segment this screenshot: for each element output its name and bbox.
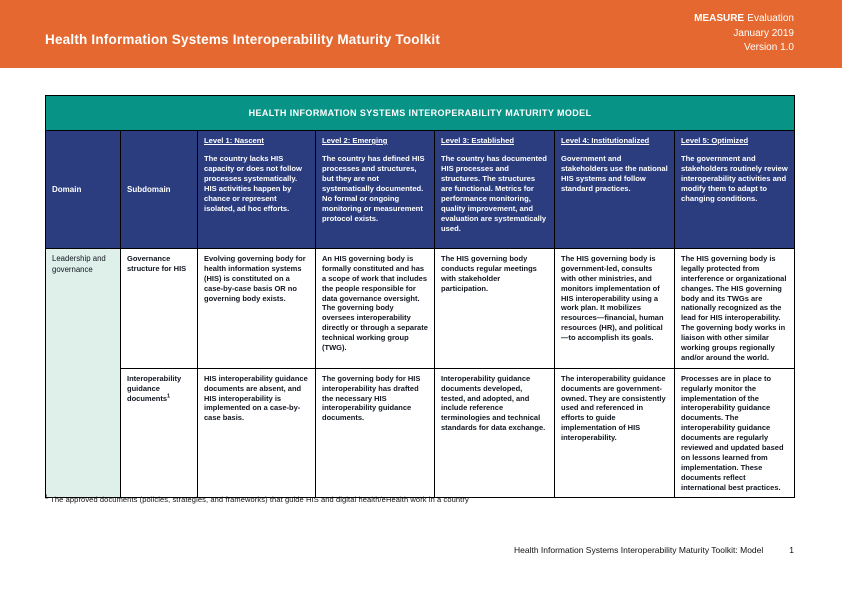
level-5-header [675, 131, 795, 249]
footer-title: Health Information Systems Interoperability Maturity Toolkit: Model [513, 545, 764, 555]
brand-line [694, 12, 794, 27]
level-1-label: Level 1: Nascent [204, 136, 264, 145]
subdomain-cell [121, 249, 198, 369]
level-3-header [435, 131, 555, 249]
cell-governance-level-5: The HIS governing body is legally protected from interference or organizational changes. The HIS governing body and its TWGs are nationally recognized as the lead for HIS interoperability. The governing body works in liaison with other similar working groups regionally and/or around the world. [675, 249, 795, 369]
level-1-description: The country lacks HIS capacity or does not follow processes systematically. HIS activities happen by chance or represent isolated, ad hoc efforts. [204, 154, 302, 214]
cell-guidance-level-2: The governing body for HIS interoperability has drafted the necessary HIS interoperability guidance documents. [316, 368, 435, 498]
domain-column-header: Domain [46, 131, 121, 249]
subdomain-footnote-mark: 1 [167, 393, 171, 400]
cell-guidance-level-3: Interoperability guidance documents developed, tested, and adopted, and include reference terminologies and technical standards for data exchange. [435, 368, 555, 498]
publication-date: January 2019 [733, 27, 794, 39]
level-3-description: The country has documented HIS processes and structures. The structures are functional. Metrics for performance monitoring, quality improvement, and evaluation are systematically used. [441, 154, 547, 234]
version-label: Version 1.0 [743, 42, 794, 53]
page-number: 1 [789, 545, 794, 555]
level-2-header [316, 131, 435, 249]
brand-suffix: Evaluation [747, 13, 794, 24]
maturity-model-table [45, 95, 795, 498]
cell-guidance-level-1: HIS interoperability guidance documents are absent, and HIS interoperability is implemented on a case-by-case basis. [198, 368, 316, 498]
document-title: Health Information Systems Interoperability Maturity Toolkit [45, 32, 441, 47]
footnote [45, 495, 745, 504]
cell-governance-level-4: The HIS governing body is government-led, consults with other ministries, and monitors implementation of HIS interoperability using a work plan. It mobilizes resources—financial, human resources (HR), and political—to accomplish its goals. [555, 249, 675, 369]
footnote-mark: 1 [45, 494, 49, 501]
cell-guidance-level-5: Processes are in place to regularly monitor the implementation of the interoperability guidance documents. The interoperability guidance documents are regularly reviewed and updated based on lessons learned from implementation. These documents reflect international best practices. [675, 368, 795, 498]
cell-governance-level-2: An HIS governing body is formally constituted and has a scope of work that includes the people responsible for data governance oversight. The governing body oversees interoperability directly or through a separate technical working group (TWG). [316, 249, 435, 369]
level-4-header [555, 131, 675, 249]
subdomain-text: Interoperability guidance documents [127, 373, 182, 403]
level-2-description: The country has defined HIS processes and structures, but they are not systematically documented. No formal or ongoing monitoring or measurement protocol exists. [322, 154, 425, 224]
table-header-row [46, 131, 795, 249]
level-3-label: Level 3: Established [441, 136, 515, 145]
subdomain-text: Governance structure for HIS [127, 254, 187, 273]
document-banner [0, 0, 842, 68]
domain-cell: Leadership and governance [46, 249, 121, 498]
level-4-description: Government and stakeholders use the national HIS systems and follow standard practices. [561, 154, 668, 194]
cell-governance-level-1: Evolving governing body for health information systems (HIS) is constituted on a case-by-case basis OR no governing body exists. [198, 249, 316, 369]
page-footer [514, 545, 794, 555]
footnote-text: The approved documents (policies, strategies, and frameworks) that guide HIS and digital health/eHealth work in a country [50, 495, 469, 504]
level-4-label: Level 4: Institutionalized [561, 136, 650, 145]
banner-meta [694, 12, 794, 56]
table-row [46, 249, 795, 369]
level-1-header [198, 131, 316, 249]
level-5-label: Level 5: Optimized [681, 136, 749, 145]
subdomain-cell [121, 368, 198, 498]
level-2-label: Level 2: Emerging [322, 136, 388, 145]
brand-name: MEASURE [694, 13, 745, 24]
table-title: HEALTH INFORMATION SYSTEMS INTEROPERABILITY MATURITY MODEL [46, 96, 795, 131]
cell-governance-level-3: The HIS governing body conducts regular meetings with stakeholder participation. [435, 249, 555, 369]
level-5-description: The government and stakeholders routinely review interoperability activities and modify them to adapt to changing conditions. [681, 154, 788, 204]
cell-guidance-level-4: The interoperability guidance documents are government-owned. They are consistently used and referenced in efforts to guide implementation of HIS interoperability. [555, 368, 675, 498]
table-row [46, 368, 795, 498]
subdomain-column-header: Subdomain [121, 131, 198, 249]
table-title-row [46, 96, 795, 131]
